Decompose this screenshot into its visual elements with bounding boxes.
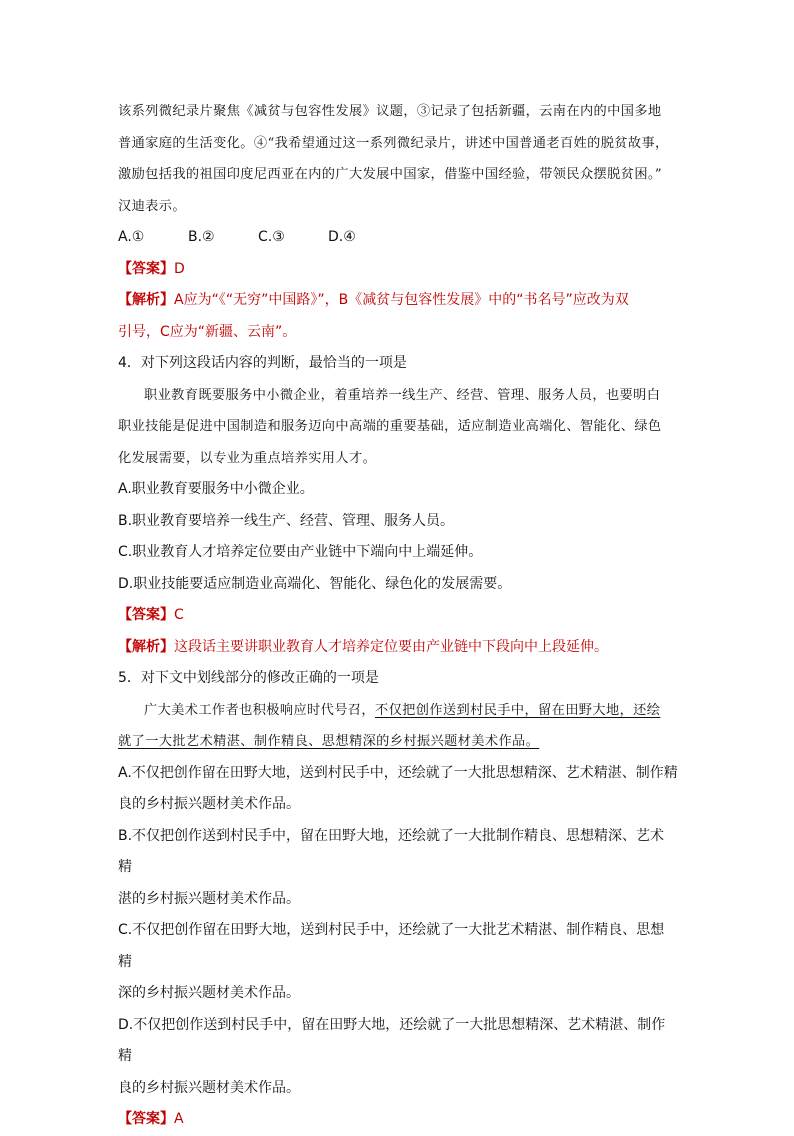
q5-passage-line [118,726,678,758]
q3-text-line: 普通家庭的生活变化。④“我希望通过这一系列微纪录片，讲述中国普通老百姓的脱贫故事， [118,135,669,151]
q4-option-b: B.职业教育要培养一线生产、经营、管理、服务人员。 [118,512,455,529]
answer-tag: 【答案】 [118,607,174,623]
q5-option-c: C.不仅把创作留在田野大地，送到村民手中，还绘就了一大批艺术精湛、制作精良、思想精 [118,922,665,970]
q5-stem: 5．对下文中划线部分的修改正确的一项是 [118,670,379,686]
q4-passage-line: 职业教育既要服务中小微企业，着重培养一线生产、经营、管理、服务人员，也要明白 [144,387,661,403]
analysis-tag: 【解析】 [118,292,174,308]
answer-tag: 【答案】 [118,1111,174,1127]
q3-text-line: 该系列微纪录片聚焦《减贫与包容性发展》议题，③记录了包括新疆，云南在内的中国多地 [118,104,662,119]
q3-analysis [118,285,678,317]
q3-text-line: 汉迪表示。 [118,198,186,214]
q3-analysis-cont: 引号，C应为“新疆、云南”。 [118,323,297,340]
q5-passage-plain: 广大美术工作者也积极响应时代号召， [144,702,375,718]
q5-option-d-cont: 良的乡村振兴题材美术作品。 [118,1079,300,1096]
q4-passage-line: 职业技能是促进中国制造和服务迈向中高端的重要基础，适应制造业高端化、智能化、绿色 [118,419,662,434]
q5-underlined-part: 不仅把创作送到村民手中，留在田野大地，还绘 [375,702,661,718]
analysis-text: 这段话主要讲职业教育人才培养定位要由产业链中下段向中上段延伸。 [174,638,608,655]
q3-answer [118,254,678,286]
q5-option-b: B.不仅把创作送到村民手中，留在田野大地，还绘就了一大批制作精良、思想精深、艺术精 [118,827,665,875]
analysis-tag: 【解析】 [118,638,174,655]
q5-option-c-cont: 深的乡村振兴题材美术作品。 [118,985,300,1001]
answer-value: D [174,260,185,277]
q4-analysis [118,632,678,664]
q3-text-line: 激励包括我的祖国印度尼西亚在内的广大发展中国家，借鉴中国经验，带领民众摆脱贫困。” [118,167,663,182]
page-content [118,96,678,1136]
q3-option-d: D.④ [328,229,356,245]
q5-option-a: A.不仅把创作留在田野大地，送到村民手中，还绘就了一大批思想精深、艺术精湛、制作精 [118,764,678,781]
q4-answer [118,600,678,632]
q4-option-c: C.职业教育人才培养定位要由产业链中下端向中上端延伸。 [118,544,483,560]
q5-answer [118,1104,678,1136]
q4-stem: 4．对下列这段话内容的判断，最恰当的一项是 [118,355,407,371]
q3-option-b: B.② [188,229,215,245]
q4-option-a: A.职业教育要服务中小微企业。 [118,481,314,497]
q3-options [118,222,678,254]
analysis-text: A应为“《“无穷”中国路》”，B《减贫与包容性发展》中的“书名号”应改为双 [174,292,629,308]
answer-value: A [174,1111,184,1127]
q4-passage-line: 化发展需要，以专业为重点培养实用人才。 [118,450,377,466]
q5-passage-line [118,695,678,727]
q5-option-d: D.不仅把创作送到村民手中，留在田野大地，还绘就了一大批思想精深、艺术精湛、制作精 [118,1016,666,1064]
answer-value: C [174,607,184,623]
q3-option-a: A.① [118,229,145,245]
q3-option-c: C.③ [258,229,285,245]
q5-option-a-cont: 良的乡村振兴题材美术作品。 [118,796,300,812]
q4-option-d: D.职业技能要适应制造业高端化、智能化、绿色化的发展需要。 [118,575,512,592]
q5-option-b-cont: 湛的乡村振兴题材美术作品。 [118,890,300,907]
answer-tag: 【答案】 [118,260,174,277]
q5-underlined-part: 就了一大批艺术精湛、制作精良、思想精深的乡村振兴题材美术作品。 [118,734,540,749]
